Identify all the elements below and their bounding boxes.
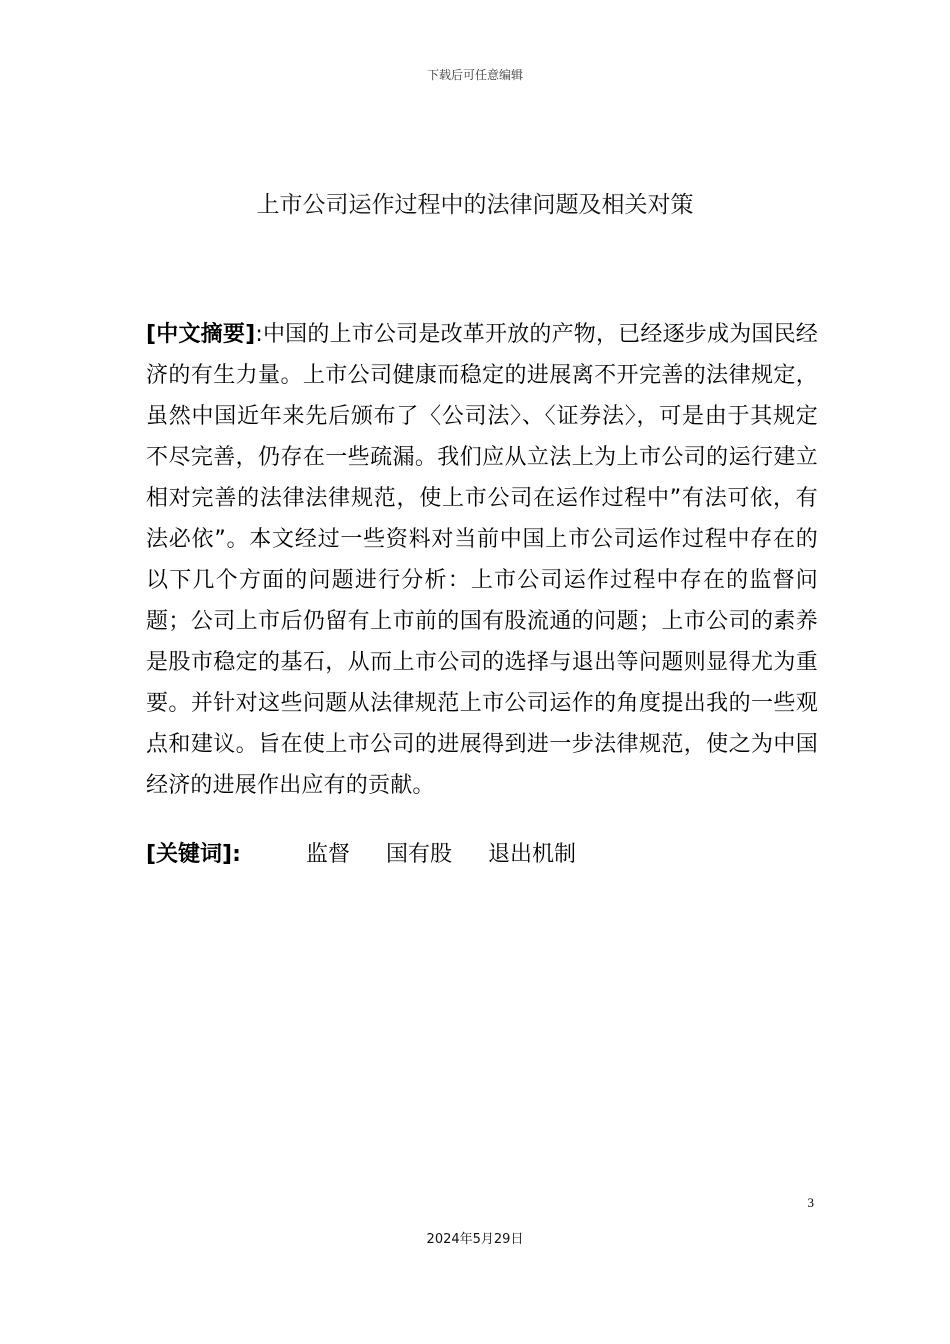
keywords-label: [关键词]: [146, 842, 241, 867]
keyword-item: 退出机制 [488, 842, 577, 867]
keywords-line [146, 838, 612, 872]
page-header-note: 下载后可任意编辑 [426, 68, 523, 82]
abstract-paragraph [146, 314, 818, 806]
abstract-label: [中文摘要] [146, 322, 256, 347]
keyword-item: 国有股 [386, 842, 453, 867]
keyword-item: 监督 [306, 842, 351, 867]
abstract-text: 中国的上市公司是改革开放的产物，已经逐步成为国民经济的有生力量。上市公司健康而稳定的进展离不开完善的法律规定，虽然中国近年来先后颁布了〈公司法〉、〈证券法〉，可是由于其规定不尽完善，仍存在一些疏漏。我们应从立法上为上市公司的运行建立相对完善的法律法律规范，使上市公司在运作过程中”有法可依，有法必依”。本文经过一些资料对当前中国上市公司运作过程中存在的以下几个方面的问题进行分析：上市公司运作过程中存在的监督问题；公司上市后仍留有上市前的国有股流通的问题；上市公司的素养是股市稳定的基石，从而上市公司的选择与退出等问题则显得尤为重要。并针对这些问题从法律规范上市公司运作的角度提出我的一些观点和建议。旨在使上市公司的进展得到进一步法律规范，使之为中国经济的进展作出应有的贡献。 [146, 322, 818, 798]
page-number: 3 [807, 1195, 814, 1210]
abstract-separator: : [255, 322, 263, 347]
footer-date: 2024年5月29日 [426, 1232, 524, 1247]
document-title: 上市公司运作过程中的法律问题及相关对策 [256, 192, 694, 218]
